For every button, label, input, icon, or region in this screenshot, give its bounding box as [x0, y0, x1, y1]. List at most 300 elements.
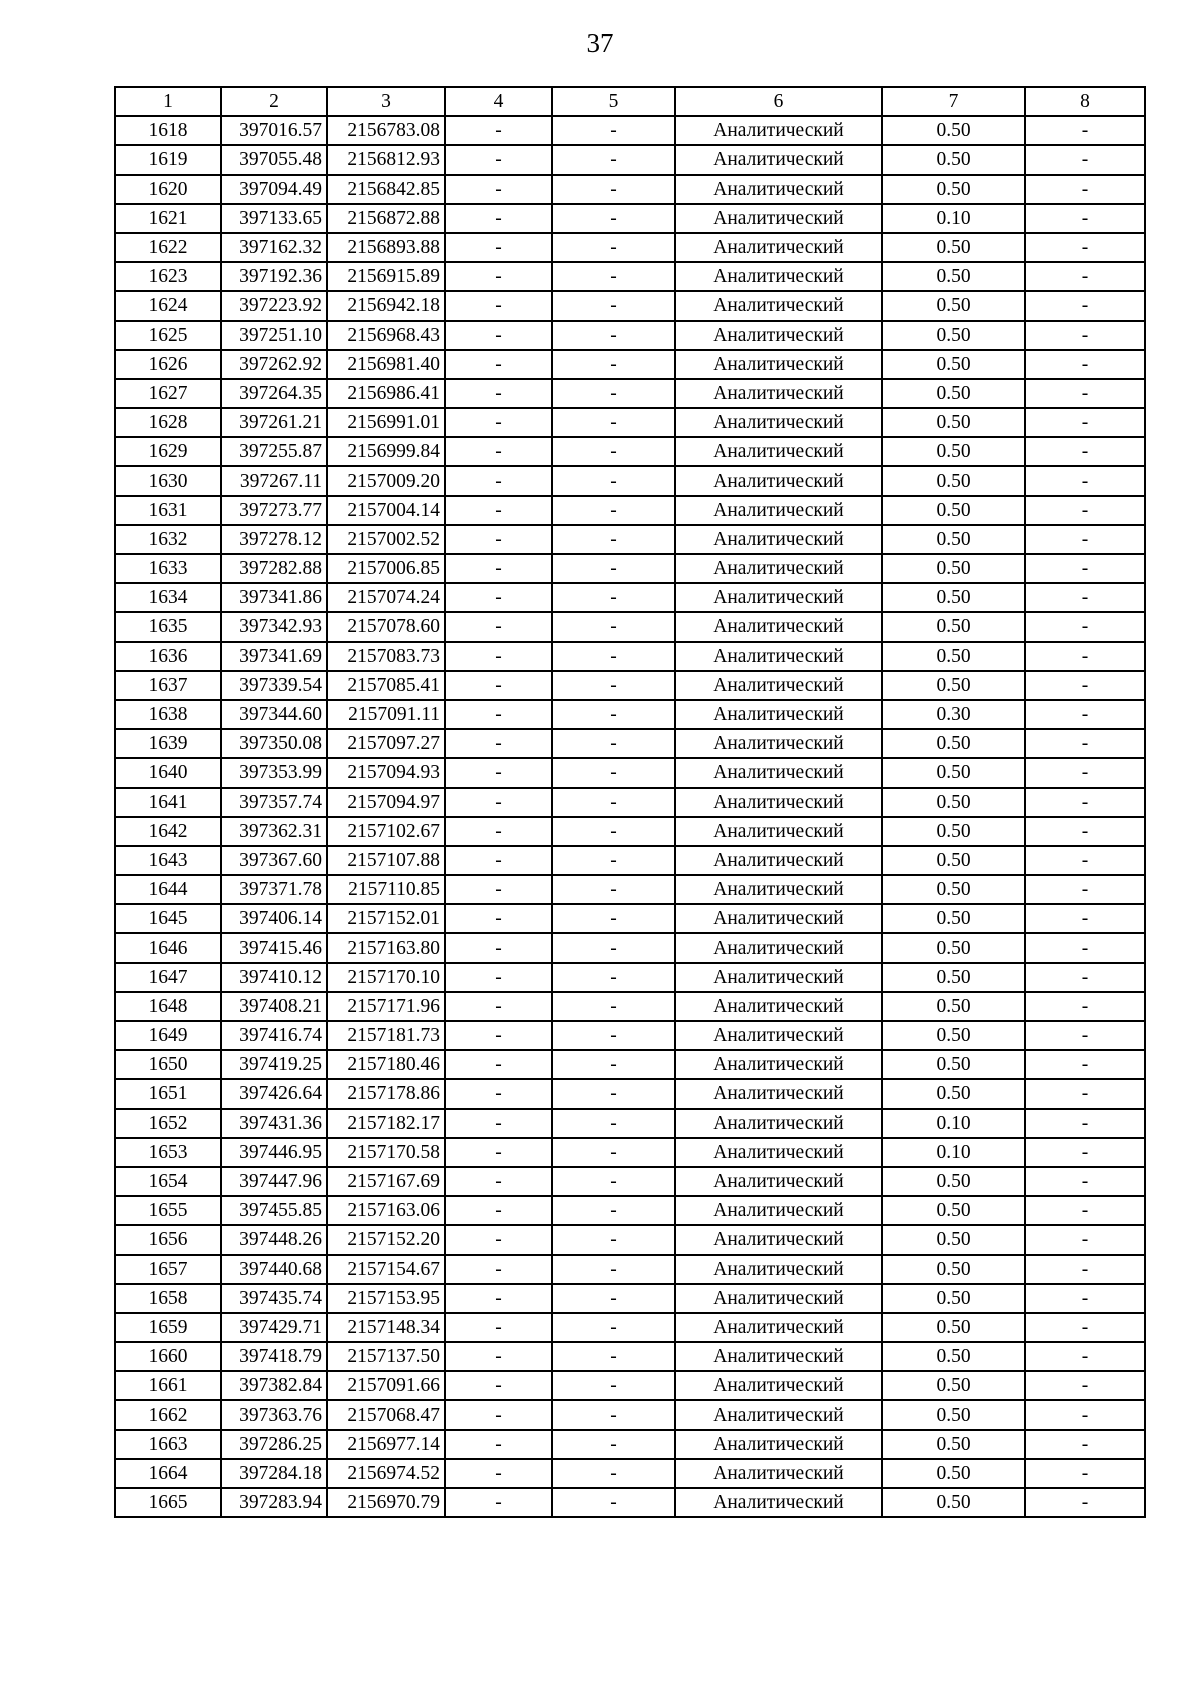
column-8-cell: -	[1025, 758, 1145, 787]
accuracy-cell: 0.50	[882, 1255, 1025, 1284]
point-number-cell: 1662	[115, 1400, 221, 1429]
y-coordinate-cell: 2157091.66	[327, 1371, 445, 1400]
accuracy-cell: 0.50	[882, 1196, 1025, 1225]
x-coordinate-cell: 397339.54	[221, 671, 327, 700]
accuracy-cell: 0.50	[882, 963, 1025, 992]
column-header: 8	[1025, 87, 1145, 116]
point-number-cell: 1637	[115, 671, 221, 700]
column-5-cell: -	[552, 1138, 675, 1167]
column-4-cell: -	[445, 291, 552, 320]
point-number-cell: 1660	[115, 1342, 221, 1371]
method-cell: Аналитический	[675, 1430, 882, 1459]
method-cell: Аналитический	[675, 1050, 882, 1079]
method-cell: Аналитический	[675, 875, 882, 904]
point-number-cell: 1631	[115, 496, 221, 525]
point-number-cell: 1634	[115, 583, 221, 612]
column-5-cell: -	[552, 788, 675, 817]
table-row	[115, 291, 1145, 320]
method-cell: Аналитический	[675, 1109, 882, 1138]
method-cell: Аналитический	[675, 116, 882, 145]
column-8-cell: -	[1025, 992, 1145, 1021]
x-coordinate-cell: 397094.49	[221, 175, 327, 204]
method-cell: Аналитический	[675, 1371, 882, 1400]
x-coordinate-cell: 397435.74	[221, 1284, 327, 1313]
column-8-cell: -	[1025, 525, 1145, 554]
table-row	[115, 1313, 1145, 1342]
column-4-cell: -	[445, 1225, 552, 1254]
x-coordinate-cell: 397371.78	[221, 875, 327, 904]
column-4-cell: -	[445, 729, 552, 758]
accuracy-cell: 0.50	[882, 846, 1025, 875]
column-5-cell: -	[552, 1488, 675, 1517]
page-number: 37	[586, 28, 614, 58]
accuracy-cell: 0.30	[882, 700, 1025, 729]
column-5-cell: -	[552, 1255, 675, 1284]
method-cell: Аналитический	[675, 817, 882, 846]
column-8-cell: -	[1025, 379, 1145, 408]
column-4-cell: -	[445, 1313, 552, 1342]
table-row	[115, 145, 1145, 174]
x-coordinate-cell: 397342.93	[221, 612, 327, 641]
column-5-cell: -	[552, 904, 675, 933]
point-number-cell: 1619	[115, 145, 221, 174]
point-number-cell: 1641	[115, 788, 221, 817]
table-row	[115, 525, 1145, 554]
column-header: 2	[221, 87, 327, 116]
point-number-cell: 1665	[115, 1488, 221, 1517]
column-8-cell: -	[1025, 1050, 1145, 1079]
x-coordinate-cell: 397264.35	[221, 379, 327, 408]
x-coordinate-cell: 397283.94	[221, 1488, 327, 1517]
accuracy-cell: 0.50	[882, 466, 1025, 495]
point-number-cell: 1625	[115, 321, 221, 350]
y-coordinate-cell: 2157154.67	[327, 1255, 445, 1284]
x-coordinate-cell: 397406.14	[221, 904, 327, 933]
method-cell: Аналитический	[675, 846, 882, 875]
x-coordinate-cell: 397341.69	[221, 642, 327, 671]
y-coordinate-cell: 2156968.43	[327, 321, 445, 350]
accuracy-cell: 0.50	[882, 145, 1025, 174]
column-4-cell: -	[445, 642, 552, 671]
y-coordinate-cell: 2157074.24	[327, 583, 445, 612]
point-number-cell: 1643	[115, 846, 221, 875]
column-4-cell: -	[445, 1371, 552, 1400]
column-4-cell: -	[445, 963, 552, 992]
point-number-cell: 1623	[115, 262, 221, 291]
method-cell: Аналитический	[675, 1138, 882, 1167]
y-coordinate-cell: 2157009.20	[327, 466, 445, 495]
method-cell: Аналитический	[675, 525, 882, 554]
method-cell: Аналитический	[675, 1313, 882, 1342]
accuracy-cell: 0.50	[882, 1050, 1025, 1079]
method-cell: Аналитический	[675, 466, 882, 495]
y-coordinate-cell: 2157163.06	[327, 1196, 445, 1225]
method-cell: Аналитический	[675, 1079, 882, 1108]
accuracy-cell: 0.50	[882, 1313, 1025, 1342]
x-coordinate-cell: 397408.21	[221, 992, 327, 1021]
y-coordinate-cell: 2156991.01	[327, 408, 445, 437]
x-coordinate-cell: 397133.65	[221, 204, 327, 233]
x-coordinate-cell: 397251.10	[221, 321, 327, 350]
column-header: 7	[882, 87, 1025, 116]
accuracy-cell: 0.50	[882, 729, 1025, 758]
method-cell: Аналитический	[675, 175, 882, 204]
method-cell: Аналитический	[675, 1342, 882, 1371]
x-coordinate-cell: 397429.71	[221, 1313, 327, 1342]
y-coordinate-cell: 2156942.18	[327, 291, 445, 320]
method-cell: Аналитический	[675, 583, 882, 612]
method-cell: Аналитический	[675, 992, 882, 1021]
accuracy-cell: 0.50	[882, 1342, 1025, 1371]
y-coordinate-cell: 2157152.20	[327, 1225, 445, 1254]
accuracy-cell: 0.50	[882, 175, 1025, 204]
point-number-cell: 1620	[115, 175, 221, 204]
y-coordinate-cell: 2157180.46	[327, 1050, 445, 1079]
table-row	[115, 1284, 1145, 1313]
y-coordinate-cell: 2157078.60	[327, 612, 445, 641]
column-8-cell: -	[1025, 846, 1145, 875]
column-5-cell: -	[552, 1109, 675, 1138]
column-5-cell: -	[552, 1459, 675, 1488]
x-coordinate-cell: 397455.85	[221, 1196, 327, 1225]
y-coordinate-cell: 2157110.85	[327, 875, 445, 904]
column-5-cell: -	[552, 1196, 675, 1225]
column-8-cell: -	[1025, 1371, 1145, 1400]
x-coordinate-cell: 397278.12	[221, 525, 327, 554]
column-4-cell: -	[445, 1050, 552, 1079]
column-5-cell: -	[552, 262, 675, 291]
x-coordinate-cell: 397416.74	[221, 1021, 327, 1050]
point-number-cell: 1632	[115, 525, 221, 554]
table-row	[115, 700, 1145, 729]
column-8-cell: -	[1025, 817, 1145, 846]
coordinates-table	[114, 86, 1146, 1518]
y-coordinate-cell: 2156812.93	[327, 145, 445, 174]
method-cell: Аналитический	[675, 145, 882, 174]
column-4-cell: -	[445, 700, 552, 729]
column-5-cell: -	[552, 642, 675, 671]
method-cell: Аналитический	[675, 933, 882, 962]
x-coordinate-cell: 397426.64	[221, 1079, 327, 1108]
method-cell: Аналитический	[675, 729, 882, 758]
point-number-cell: 1630	[115, 466, 221, 495]
y-coordinate-cell: 2157094.97	[327, 788, 445, 817]
y-coordinate-cell: 2157002.52	[327, 525, 445, 554]
table-row	[115, 1255, 1145, 1284]
column-8-cell: -	[1025, 963, 1145, 992]
method-cell: Аналитический	[675, 1225, 882, 1254]
y-coordinate-cell: 2156974.52	[327, 1459, 445, 1488]
point-number-cell: 1638	[115, 700, 221, 729]
y-coordinate-cell: 2157006.85	[327, 554, 445, 583]
point-number-cell: 1624	[115, 291, 221, 320]
column-5-cell: -	[552, 992, 675, 1021]
accuracy-cell: 0.50	[882, 262, 1025, 291]
y-coordinate-cell: 2156783.08	[327, 116, 445, 145]
column-8-cell: -	[1025, 291, 1145, 320]
column-5-cell: -	[552, 1284, 675, 1313]
x-coordinate-cell: 397410.12	[221, 963, 327, 992]
point-number-cell: 1639	[115, 729, 221, 758]
y-coordinate-cell: 2157182.17	[327, 1109, 445, 1138]
column-5-cell: -	[552, 700, 675, 729]
table-row	[115, 408, 1145, 437]
column-4-cell: -	[445, 788, 552, 817]
y-coordinate-cell: 2157091.11	[327, 700, 445, 729]
column-5-cell: -	[552, 933, 675, 962]
accuracy-cell: 0.50	[882, 525, 1025, 554]
method-cell: Аналитический	[675, 321, 882, 350]
column-8-cell: -	[1025, 233, 1145, 262]
column-4-cell: -	[445, 671, 552, 700]
x-coordinate-cell: 397261.21	[221, 408, 327, 437]
y-coordinate-cell: 2157170.58	[327, 1138, 445, 1167]
point-number-cell: 1627	[115, 379, 221, 408]
x-coordinate-cell: 397446.95	[221, 1138, 327, 1167]
column-8-cell: -	[1025, 1284, 1145, 1313]
x-coordinate-cell: 397415.46	[221, 933, 327, 962]
column-5-cell: -	[552, 350, 675, 379]
accuracy-cell: 0.50	[882, 350, 1025, 379]
y-coordinate-cell: 2157163.80	[327, 933, 445, 962]
point-number-cell: 1656	[115, 1225, 221, 1254]
method-cell: Аналитический	[675, 262, 882, 291]
column-8-cell: -	[1025, 350, 1145, 379]
y-coordinate-cell: 2157085.41	[327, 671, 445, 700]
accuracy-cell: 0.50	[882, 583, 1025, 612]
point-number-cell: 1658	[115, 1284, 221, 1313]
x-coordinate-cell: 397447.96	[221, 1167, 327, 1196]
accuracy-cell: 0.50	[882, 1167, 1025, 1196]
method-cell: Аналитический	[675, 671, 882, 700]
column-4-cell: -	[445, 408, 552, 437]
column-5-cell: -	[552, 379, 675, 408]
point-number-cell: 1646	[115, 933, 221, 962]
column-5-cell: -	[552, 1371, 675, 1400]
column-8-cell: -	[1025, 1342, 1145, 1371]
method-cell: Аналитический	[675, 642, 882, 671]
column-4-cell: -	[445, 992, 552, 1021]
column-8-cell: -	[1025, 116, 1145, 145]
method-cell: Аналитический	[675, 379, 882, 408]
accuracy-cell: 0.50	[882, 1400, 1025, 1429]
column-4-cell: -	[445, 817, 552, 846]
x-coordinate-cell: 397262.92	[221, 350, 327, 379]
y-coordinate-cell: 2157102.67	[327, 817, 445, 846]
column-5-cell: -	[552, 554, 675, 583]
column-5-cell: -	[552, 175, 675, 204]
y-coordinate-cell: 2156986.41	[327, 379, 445, 408]
accuracy-cell: 0.50	[882, 1371, 1025, 1400]
x-coordinate-cell: 397363.76	[221, 1400, 327, 1429]
column-4-cell: -	[445, 1284, 552, 1313]
x-coordinate-cell: 397192.36	[221, 262, 327, 291]
column-8-cell: -	[1025, 904, 1145, 933]
x-coordinate-cell: 397431.36	[221, 1109, 327, 1138]
point-number-cell: 1649	[115, 1021, 221, 1050]
accuracy-cell: 0.50	[882, 817, 1025, 846]
method-cell: Аналитический	[675, 554, 882, 583]
y-coordinate-cell: 2157171.96	[327, 992, 445, 1021]
x-coordinate-cell: 397016.57	[221, 116, 327, 145]
point-number-cell: 1664	[115, 1459, 221, 1488]
column-4-cell: -	[445, 554, 552, 583]
method-cell: Аналитический	[675, 204, 882, 233]
point-number-cell: 1661	[115, 1371, 221, 1400]
method-cell: Аналитический	[675, 1255, 882, 1284]
point-number-cell: 1618	[115, 116, 221, 145]
table-row	[115, 496, 1145, 525]
table-row	[115, 466, 1145, 495]
accuracy-cell: 0.50	[882, 379, 1025, 408]
accuracy-cell: 0.50	[882, 1225, 1025, 1254]
table-row	[115, 233, 1145, 262]
table-row	[115, 1021, 1145, 1050]
accuracy-cell: 0.50	[882, 1459, 1025, 1488]
table-row	[115, 204, 1145, 233]
column-8-cell: -	[1025, 1079, 1145, 1108]
y-coordinate-cell: 2156915.89	[327, 262, 445, 291]
point-number-cell: 1650	[115, 1050, 221, 1079]
method-cell: Аналитический	[675, 437, 882, 466]
column-5-cell: -	[552, 583, 675, 612]
y-coordinate-cell: 2157178.86	[327, 1079, 445, 1108]
column-5-cell: -	[552, 466, 675, 495]
table-row	[115, 904, 1145, 933]
column-8-cell: -	[1025, 175, 1145, 204]
accuracy-cell: 0.50	[882, 1488, 1025, 1517]
column-5-cell: -	[552, 116, 675, 145]
column-5-cell: -	[552, 437, 675, 466]
point-number-cell: 1640	[115, 758, 221, 787]
column-8-cell: -	[1025, 1225, 1145, 1254]
accuracy-cell: 0.50	[882, 233, 1025, 262]
column-8-cell: -	[1025, 1400, 1145, 1429]
table-row	[115, 1109, 1145, 1138]
table-row	[115, 729, 1145, 758]
accuracy-cell: 0.50	[882, 291, 1025, 320]
method-cell: Аналитический	[675, 612, 882, 641]
y-coordinate-cell: 2156872.88	[327, 204, 445, 233]
x-coordinate-cell: 397223.92	[221, 291, 327, 320]
column-4-cell: -	[445, 262, 552, 291]
point-number-cell: 1628	[115, 408, 221, 437]
y-coordinate-cell: 2156981.40	[327, 350, 445, 379]
column-4-cell: -	[445, 612, 552, 641]
column-4-cell: -	[445, 1342, 552, 1371]
table-row	[115, 758, 1145, 787]
column-4-cell: -	[445, 1430, 552, 1459]
column-8-cell: -	[1025, 1430, 1145, 1459]
table-row	[115, 321, 1145, 350]
table-row	[115, 1167, 1145, 1196]
point-number-cell: 1626	[115, 350, 221, 379]
column-8-cell: -	[1025, 496, 1145, 525]
x-coordinate-cell: 397267.11	[221, 466, 327, 495]
column-4-cell: -	[445, 1488, 552, 1517]
column-5-cell: -	[552, 204, 675, 233]
x-coordinate-cell: 397282.88	[221, 554, 327, 583]
x-coordinate-cell: 397419.25	[221, 1050, 327, 1079]
table-row	[115, 116, 1145, 145]
column-4-cell: -	[445, 175, 552, 204]
column-4-cell: -	[445, 1109, 552, 1138]
column-8-cell: -	[1025, 933, 1145, 962]
accuracy-cell: 0.50	[882, 116, 1025, 145]
column-8-cell: -	[1025, 408, 1145, 437]
y-coordinate-cell: 2156977.14	[327, 1430, 445, 1459]
column-4-cell: -	[445, 875, 552, 904]
column-5-cell: -	[552, 233, 675, 262]
column-4-cell: -	[445, 1255, 552, 1284]
y-coordinate-cell: 2156999.84	[327, 437, 445, 466]
table-row	[115, 1196, 1145, 1225]
method-cell: Аналитический	[675, 1021, 882, 1050]
column-4-cell: -	[445, 204, 552, 233]
point-number-cell: 1657	[115, 1255, 221, 1284]
method-cell: Аналитический	[675, 1400, 882, 1429]
column-8-cell: -	[1025, 321, 1145, 350]
column-4-cell: -	[445, 496, 552, 525]
y-coordinate-cell: 2157153.95	[327, 1284, 445, 1313]
point-number-cell: 1652	[115, 1109, 221, 1138]
method-cell: Аналитический	[675, 788, 882, 817]
point-number-cell: 1645	[115, 904, 221, 933]
point-number-cell: 1663	[115, 1430, 221, 1459]
column-4-cell: -	[445, 1196, 552, 1225]
table-row	[115, 846, 1145, 875]
method-cell: Аналитический	[675, 408, 882, 437]
point-number-cell: 1647	[115, 963, 221, 992]
point-number-cell: 1636	[115, 642, 221, 671]
y-coordinate-cell: 2157004.14	[327, 496, 445, 525]
column-4-cell: -	[445, 1459, 552, 1488]
accuracy-cell: 0.50	[882, 612, 1025, 641]
column-4-cell: -	[445, 1021, 552, 1050]
accuracy-cell: 0.50	[882, 671, 1025, 700]
column-5-cell: -	[552, 1430, 675, 1459]
point-number-cell: 1621	[115, 204, 221, 233]
column-5-cell: -	[552, 1021, 675, 1050]
column-4-cell: -	[445, 145, 552, 174]
accuracy-cell: 0.50	[882, 408, 1025, 437]
x-coordinate-cell: 397353.99	[221, 758, 327, 787]
column-5-cell: -	[552, 1079, 675, 1108]
accuracy-cell: 0.50	[882, 1079, 1025, 1108]
x-coordinate-cell: 397255.87	[221, 437, 327, 466]
column-4-cell: -	[445, 379, 552, 408]
accuracy-cell: 0.10	[882, 204, 1025, 233]
method-cell: Аналитический	[675, 758, 882, 787]
column-5-cell: -	[552, 1342, 675, 1371]
method-cell: Аналитический	[675, 904, 882, 933]
method-cell: Аналитический	[675, 1488, 882, 1517]
point-number-cell: 1644	[115, 875, 221, 904]
y-coordinate-cell: 2156893.88	[327, 233, 445, 262]
table-row	[115, 963, 1145, 992]
point-number-cell: 1629	[115, 437, 221, 466]
x-coordinate-cell: 397418.79	[221, 1342, 327, 1371]
column-8-cell: -	[1025, 1138, 1145, 1167]
point-number-cell: 1648	[115, 992, 221, 1021]
column-8-cell: -	[1025, 554, 1145, 583]
point-number-cell: 1633	[115, 554, 221, 583]
accuracy-cell: 0.50	[882, 437, 1025, 466]
accuracy-cell: 0.50	[882, 1284, 1025, 1313]
y-coordinate-cell: 2157137.50	[327, 1342, 445, 1371]
accuracy-cell: 0.50	[882, 321, 1025, 350]
column-4-cell: -	[445, 1167, 552, 1196]
